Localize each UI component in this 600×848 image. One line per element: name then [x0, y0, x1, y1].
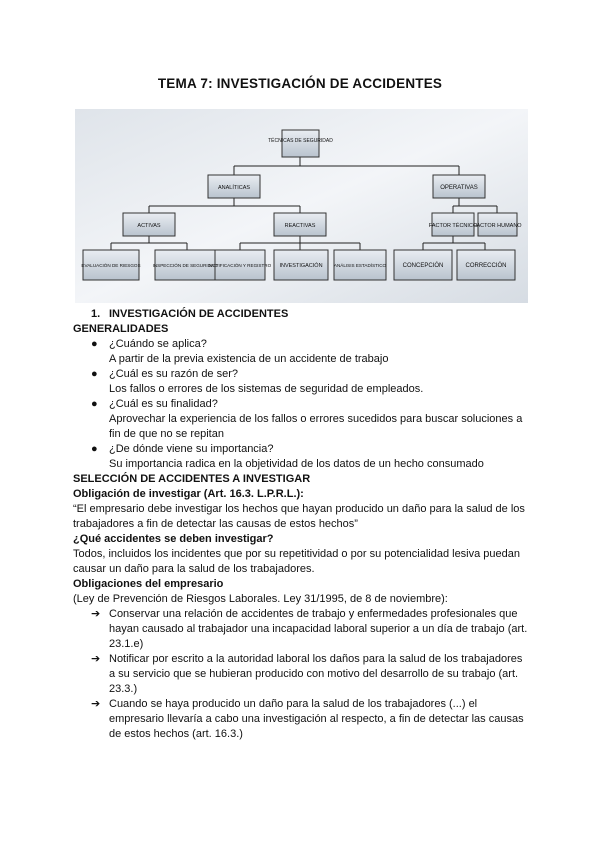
obligacion-text: Notificar por escrito a la autoridad laboral los daños para la salud de los trabajadores a su servicio que se hubieran producido con motivo del desarrollo de su trabajo (art. 23.3.) — [109, 653, 523, 695]
section-title: INVESTIGACIÓN DE ACCIDENTES — [109, 308, 289, 320]
que-accidentes-heading: ¿Qué accidentes se deben investigar? — [73, 533, 274, 545]
seleccion-heading: SELECCIÓN DE ACCIDENTES A INVESTIGAR — [73, 473, 311, 485]
arrow-right-icon: ➔ — [91, 698, 101, 710]
que-accidentes-text: Todos, incluidos los incidentes que por su repetitividad o por su potencialidad lesiva puedan causar un daño para la salud de los trabajadores. — [73, 548, 521, 575]
node-inspeccion-label: INSPECCIÓN DE SEGURIDAD — [152, 263, 218, 268]
arrow-right-icon: ➔ — [91, 608, 101, 620]
node-factor-humano-label: FACTOR HUMANO — [473, 223, 522, 229]
node-factor-tecnico-label: FACTOR TÉCNICO — [428, 223, 478, 229]
faq-question: ¿Cuál es su razón de ser? — [109, 368, 239, 380]
node-notificacion-label: NOTIFICACIÓN Y REGISTRO — [208, 263, 272, 268]
obligaciones-empresario-heading: Obligaciones del empresario — [73, 578, 224, 590]
node-analisis-label: ANÁLISIS ESTADÍSTICO — [333, 263, 387, 268]
section-heading-1 — [73, 307, 529, 322]
generalidades-heading: GENERALIDADES — [73, 323, 169, 335]
bullet-icon: ● — [91, 338, 98, 350]
faq-item — [73, 337, 529, 367]
faq-answer: Su importancia radica en la objetividad de los datos de un hecho consumado — [109, 458, 484, 470]
document-body — [73, 307, 529, 742]
obligacion-item — [73, 652, 529, 697]
faq-answer: Los fallos o errores de los sistemas de seguridad de empleados. — [109, 383, 424, 395]
faq-answer: A partir de la previa existencia de un accidente de trabajo — [109, 353, 389, 365]
node-root-label: TÉCNICAS DE SEGURIDAD — [268, 138, 333, 144]
bullet-icon: ● — [91, 443, 98, 455]
generalidades-list — [73, 337, 529, 472]
faq-answer: Aprovechar la experiencia de los fallos o errores sucedidos para buscar soluciones a fin de que no se repitan — [109, 413, 523, 440]
faq-item — [73, 442, 529, 472]
obligacion-text: Cuando se haya producido un daño para la salud de los trabajadores (...) el empresario llevaría a cabo una investigación al respecto, a fin de detectar las causas de estos hechos (art. 16.3.) — [109, 698, 524, 740]
node-concepcion-label: CONCEPCIÓN — [402, 263, 444, 269]
faq-question: ¿De dónde viene su importancia? — [109, 443, 274, 455]
bullet-icon: ● — [91, 368, 98, 380]
faq-question: ¿Cuándo se aplica? — [109, 338, 207, 350]
arrow-right-icon: ➔ — [91, 653, 101, 665]
page-title: TEMA 7: INVESTIGACIÓN DE ACCIDENTES — [157, 76, 443, 91]
obligaciones-list — [73, 607, 529, 742]
obligacion-investigar-heading: Obligación de investigar (Art. 16.3. L.P.R.L.): — [73, 488, 304, 500]
safety-techniques-diagram — [75, 109, 528, 303]
faq-question: ¿Cuál es su finalidad? — [109, 398, 218, 410]
node-evaluacion-label: EVALUACIÓN DE RIESGOS — [81, 263, 141, 268]
obligacion-text: Conservar una relación de accidentes de trabajo y enfermedades profesionales que hayan causado al trabajador una incapacidad laboral superior a un día de trabajo (art. 23.1.e) — [109, 608, 528, 650]
bullet-icon: ● — [91, 398, 98, 410]
node-reactivas-label: REACTIVAS — [284, 223, 316, 229]
obligacion-investigar-quote: “El empresario debe investigar los hechos que hayan producido un daño para la salud de los trabajadores a fin de detectar las causas de estos hechos” — [73, 503, 525, 530]
faq-item — [73, 397, 529, 442]
node-analiticas-label: ANALÍTICAS — [217, 185, 251, 191]
node-correccion-label: CORRECCIÓN — [465, 263, 507, 269]
ley-reference: (Ley de Prevención de Riesgos Laborales. Ley 31/1995, de 8 de noviembre): — [73, 593, 448, 605]
node-operativas-label: OPERATIVAS — [440, 185, 478, 191]
faq-item — [73, 367, 529, 397]
node-activas-label: ACTIVAS — [137, 223, 161, 229]
node-investigacion-label: INVESTIGACIÓN — [279, 263, 323, 269]
obligacion-item — [73, 607, 529, 652]
section-number: 1. — [91, 308, 101, 320]
obligacion-item — [73, 697, 529, 742]
